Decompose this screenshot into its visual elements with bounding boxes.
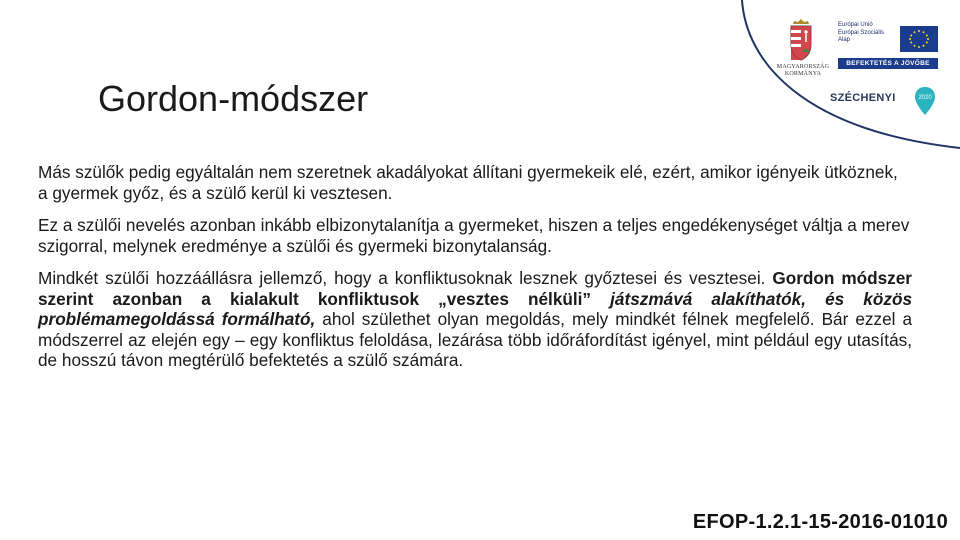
eu-line3: Alap [838,37,851,43]
eu-flag-icon [900,26,938,52]
page-title: Gordon-módszer [98,78,369,119]
eu-caption [838,22,896,45]
paragraph-2: Ez a szülői nevelés azonban inkább elbizonytalanítja a gyermeket, hiszen a teljes engedékenységet váltja a merev szigorral, melynek eredménye a szülői és gyermeki bizonytalanság. [38,215,910,256]
eu-logo [838,22,938,76]
szechenyi-2020-pin-icon [914,86,936,116]
paragraph-3-start: Mindkét szülői hozzáállásra jellemző, hogy a konfliktusoknak lesznek győztesei és vesztesei. [38,268,773,288]
szechenyi-logo-text: SZÉCHENYI [830,92,896,104]
government-caption [770,64,836,78]
paragraph-3-bold-italic: játszmává alakíthatók, és közös problémamegoldássá formálható, [38,288,913,329]
project-code: EFOP-1.2.1-15-2016-01010 [692,511,948,533]
paragraph-3-bold: Gordon módszer szerint azonban a kialakult konfliktusok „vesztes nélküli” [38,268,912,309]
szechenyi-year: 2020 [918,95,932,101]
logo-area [770,14,950,124]
eu-line1: Európai Unió [838,22,873,28]
gov-line2: KORMÁNYA [784,71,822,77]
hungarian-crest-icon [780,18,822,62]
gov-line1: MAGYARORSZÁG [776,64,830,70]
eu-banner: BEFEKTETÉS A JÖVŐBE [838,58,938,69]
paragraph-3-end: ahol születhet olyan megoldás, mely mindkét félnek megfelelő. Bár ezzel a módszerrel az elején egy – egy konfliktus feloldása, lezárása több időráfordítást igényel, mint például egy utasítás, de hosszú távon megtérülő befektetés a szülő számára. [38,309,912,370]
paragraph-3 [38,268,912,371]
body-text [38,162,912,383]
paragraph-1: Más szülők pedig egyáltalán nem szeretnek akadályokat állítani gyermekeik elé, ezért, amikor igényeik ütköznek, a gyermek győz, és a szülő kerül ki vesztesen. [38,162,898,203]
eu-line2: Európai Szociális [838,29,885,36]
